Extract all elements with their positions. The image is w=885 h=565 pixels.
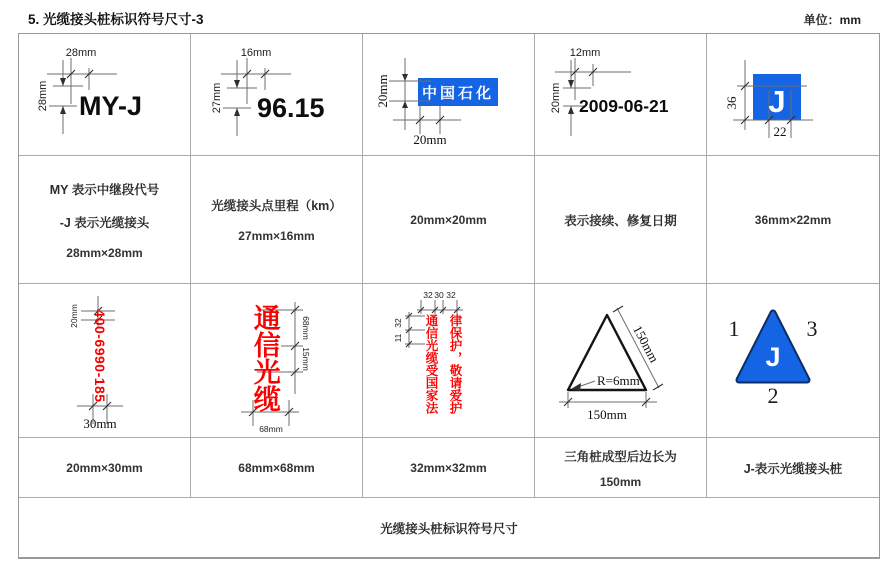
caption-sinopec-cell: [363, 156, 535, 284]
cable-warning-text: 通信光缆: [249, 304, 280, 412]
caption-line: MY 表示中继段代号: [49, 182, 160, 197]
unit-label: 单位：mm: [803, 13, 861, 27]
table-footer-row: [19, 498, 879, 558]
caption-dim: 32mm×32mm: [410, 460, 487, 475]
bottom-length-label: 150mm: [587, 407, 627, 422]
caption-line: 三角桩成型后边长为: [564, 449, 677, 464]
caption-dim: 150mm: [599, 474, 642, 489]
caption-dim: 68mm×68mm: [238, 460, 315, 475]
footer-title: 光缆接头桩标识符号尺寸: [380, 522, 518, 536]
caption-hotline-cell: [19, 438, 191, 498]
caption-law-text-cell: [363, 438, 535, 498]
triangle-blueprint-diagram: [535, 284, 707, 437]
spec-table: [18, 33, 880, 559]
symbol-text: J: [768, 84, 786, 119]
top-dim-label: 32: [423, 290, 433, 300]
diagram-blue-triangle-cell: [707, 284, 879, 438]
symbol-text: 96.15: [257, 93, 325, 123]
diagram-hotline-cell: [19, 284, 191, 438]
symbol-text: J: [765, 342, 781, 372]
date-dimension-diagram: [535, 34, 707, 155]
symbol-text: 2009-06-21: [579, 96, 669, 116]
symbol-text: MY-J: [79, 91, 143, 121]
side-number-left: 1: [728, 316, 740, 341]
law-warning-text-col1: 通信光缆受国家法: [424, 314, 438, 414]
height-dim-label: 20mm: [375, 74, 390, 108]
width-dim-label: 20mm: [413, 132, 447, 147]
caption-triangle-cell: [535, 438, 707, 498]
caption-line: J-表示光缆接头桩: [743, 461, 843, 476]
bottom-dim-label: 68mm: [259, 424, 283, 434]
side-dim-label: 32: [393, 318, 403, 328]
width-dim-label: 28mm: [65, 47, 97, 59]
caption-blue-triangle-cell: [707, 438, 879, 498]
caption-mileage-cell: [191, 156, 363, 284]
dim2-label: 15mm: [301, 347, 311, 371]
diagram-sinopec-cell: [363, 34, 535, 156]
sinopec-plate-diagram: [363, 34, 535, 155]
caption-cable-text-cell: [191, 438, 363, 498]
side-length-label: 150mm: [630, 322, 662, 365]
top-dim-label: 30: [434, 290, 444, 300]
symbol-text: 中国石化: [421, 85, 495, 102]
radius-label: R=6mm: [597, 373, 640, 388]
width-dim-label: 12mm: [569, 47, 601, 59]
mileage-dimension-diagram: [191, 34, 363, 155]
caption-myj-cell: [19, 156, 191, 284]
diagram-cable-text-cell: [191, 284, 363, 438]
diagram-myj-cell: [19, 34, 191, 156]
width-dim-label: 16mm: [240, 47, 272, 59]
side-number-right: 3: [806, 316, 818, 341]
caption-dim: 36mm×22mm: [754, 212, 832, 227]
height-dim-label: 28mm: [37, 80, 49, 112]
page-title: 5. 光缆接头桩标识符号尺寸-3: [28, 12, 204, 27]
caption-j-plate-cell: [707, 156, 879, 284]
blue-triangle-diagram: [707, 284, 879, 437]
caption-line: 光缆接头点里程（km）: [211, 199, 342, 213]
j-plate-diagram: [707, 34, 879, 155]
diagram-j-plate-cell: [707, 34, 879, 156]
height-dim-label: 36: [724, 96, 739, 110]
myj-dimension-diagram: [19, 34, 191, 155]
bottom-dim-label: 30mm: [83, 416, 117, 431]
dim1-label: 68mm: [301, 316, 311, 340]
top-dim-label: 32: [446, 290, 456, 300]
diagram-date-cell: [535, 34, 707, 156]
caption-date-cell: [535, 156, 707, 284]
side-number-bottom: 2: [767, 383, 779, 408]
caption-dim: 28mm×28mm: [66, 245, 143, 260]
diagram-triangle-blueprint-cell: [535, 284, 707, 438]
diagram-mileage-cell: [191, 34, 363, 156]
hotline-number-text: 400-6990-185: [92, 309, 108, 403]
caption-line: 表示接续、修复日期: [564, 213, 677, 228]
side-dim-label: 11: [393, 333, 403, 343]
caption-dim: 20mm×20mm: [410, 212, 487, 227]
diagram-law-text-cell: [363, 284, 535, 438]
caption-line: -J 表示光缆接头: [59, 215, 150, 230]
height-dim-label: 27mm: [211, 82, 223, 114]
caption-dim: 20mm×30mm: [66, 460, 143, 475]
top-dim-label: 20mm: [69, 304, 79, 328]
height-dim-label: 20mm: [550, 82, 562, 114]
width-dim-label: 22: [773, 124, 787, 139]
caption-dim: 27mm×16mm: [238, 229, 315, 243]
law-warning-text-col2: 律保护，敬请爱护: [448, 314, 462, 414]
